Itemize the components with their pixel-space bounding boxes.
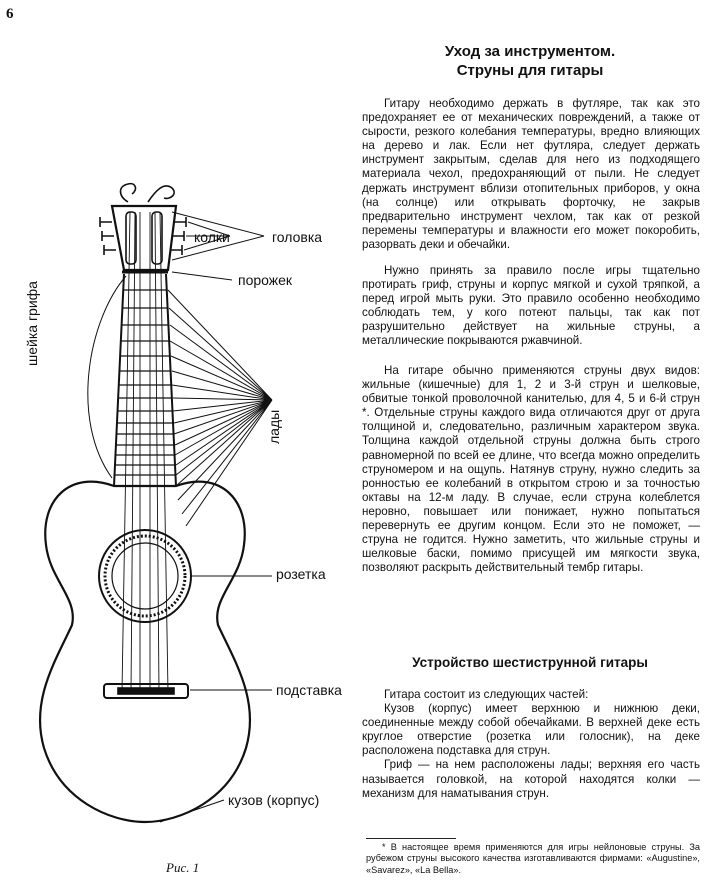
- footnote-rule: [366, 838, 456, 839]
- footnote-text: * В настоящее время применяются для игры нейлоновые струны. За рубежом струны высокого качества изготавливаются фирмами: «Augustine», «Savarez», «La Bella».: [366, 842, 700, 875]
- sound-hole: [99, 530, 191, 622]
- paragraph-text: Нужно принять за правило после игры тщательно протирать гриф, струны и корпус мягкой и сухой тряпкой, а перед игрой мыть руки. Это правило особенно необходимо соблюдать тем, у кого потеют пальцы, так как пот разрушительно действует на жильные струны, а металлические покрываются ржавчиной.: [362, 264, 700, 348]
- leader-sheika: [88, 276, 126, 478]
- tuning-peg-right-2: [172, 231, 184, 241]
- label-rozetka: розетка: [276, 566, 326, 582]
- frets: [115, 290, 175, 475]
- figure-caption: Рис. 1: [166, 860, 200, 875]
- section2-body: [362, 688, 700, 801]
- section-title: [360, 42, 700, 80]
- tuning-peg-left-1: [100, 217, 112, 227]
- label-kuzov: кузов (корпус): [228, 792, 320, 808]
- paragraph-text: Гриф — на нем расположены лады; верхняя его часть называется головкой, на которой находятся колки — механизм для наматывания струн.: [362, 758, 700, 800]
- page-number: 6: [6, 6, 14, 22]
- section2-title: Устройство шестиструнной гитары: [412, 655, 648, 670]
- paragraph-text: Кузов (корпус) имеет верхнюю и нижнюю деки, соединенные между собой обечайками. В верхней деке есть круглое отверстие (розетка или голосник), на деке расположена подставка для струн.: [362, 702, 700, 758]
- tuning-peg-left-2: [102, 231, 114, 241]
- guitar-body: [40, 482, 250, 822]
- label-podstavka: подставка: [276, 682, 342, 698]
- paragraph-3: [362, 364, 700, 575]
- sound-hole-inner: [112, 543, 178, 609]
- tuning-peg-right-1: [174, 217, 186, 227]
- label-kolki: колки: [194, 229, 230, 245]
- headstock-scroll: [121, 184, 175, 202]
- label-lady: лады: [266, 409, 282, 444]
- rosette-ring: [105, 536, 185, 616]
- footnote: [366, 842, 700, 876]
- leader-kuzov: [160, 800, 224, 822]
- label-porozhek: порожек: [238, 272, 293, 288]
- headstock-outline: [112, 206, 176, 270]
- leader-porozhek: [172, 272, 232, 280]
- leader-lines: [88, 212, 272, 822]
- bridge-saddle: [118, 688, 174, 694]
- label-sheika-grifa: шейка грифа: [24, 281, 40, 366]
- leader-lady: [168, 290, 272, 526]
- section-title-line2: Струны для гитары: [456, 62, 604, 79]
- paragraph-1: [362, 97, 700, 252]
- tuning-peg-left-3: [104, 245, 116, 255]
- paragraph-text: Гитара состоит из следующих частей:: [384, 688, 589, 701]
- paragraph-text: На гитаре обычно применяются струны двух видов: жильные (кишечные) для 1, 2 и 3-й струн и шелковые, обвитые тонкой проволочной канителью, для 4, 5 и 6-й струн *. Отдельные струны каждого вида отличаются друг от друга толщиной и, следовательно, различным характером звука. Толщина каждой отдельной струны должна быть строго равномерной по всей ее длине, что всегда можно определить струномером и на ощупь. Натянув струну, нужно следить за ронностью ее колебаний в открытом строю и за точностью октавы на 12-м ладу. В случае, если струна колеблется неровно, повышает или понижает, нужно попытаться перевернуть ее другим концом. Если это не поможет, — струна не годится. Нужно заметить, что жильные струны и шелковые баски, помимо присущей им мягкости звука, позволяют раскрыть действительный тембр гитары.: [362, 364, 700, 575]
- neck-outline: [114, 274, 176, 486]
- paragraph-2: [362, 264, 700, 349]
- section-title-line1: Уход за инструментом.: [444, 43, 616, 60]
- label-golovka: головка: [272, 229, 323, 245]
- paragraph-text: Гитару необходимо держать в футляре, так как это предохраняет ее от механических повреждений, а также от сырости, резкого колебания температуры, вредно влияющих на дерево и лак. Если нет футляра, следует держать инструмент закрытым, сделав для него из подходящего материала чехол, предохраняющий от пыли. Не следует держать инструмент вблизи отопительных приборов, у окна (на солнце) или открывать форточку, не закрыв предварительно инструмент чехлом, так как от резкой перемены температуры и влажности его может покоробить, разорвать деки и обечайки.: [362, 97, 700, 251]
